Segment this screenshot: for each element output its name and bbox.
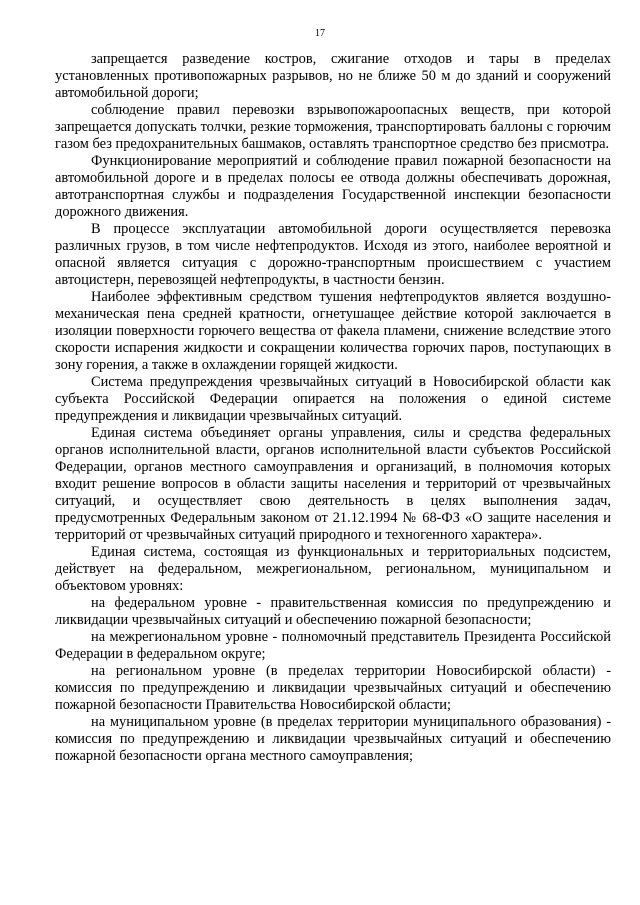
paragraph: на межрегиональном уровне - полномочный представитель Президента Российской Федерации в федеральном округе; — [55, 629, 611, 662]
paragraph: на федеральном уровне - правительственная комиссия по предупреждению и ликвидации чрезвычайных ситуаций и обеспечению пожарной безопасности; — [55, 595, 611, 628]
paragraph: В процессе эксплуатации автомобильной дороги осуществляется перевозка различных грузов, в том числе нефтепродуктов. Исходя из этого, наиболее вероятной и опасной является ситуация с дорожно-транспортным происшествием с участием автоцистерн, перевозящей нефтепродукты, в частности бензин. — [55, 221, 611, 288]
paragraph: запрещается разведение костров, сжигание отходов и тары в пределах установленных противопожарных разрывов, но не ближе 50 м до зданий и сооружений автомобильной дороги; — [55, 51, 611, 101]
document-body — [55, 51, 611, 765]
paragraph: соблюдение правил перевозки взрывопожароопасных веществ, при которой запрещается допускать толчки, резкие торможения, транспортировать баллоны с горючим газом без предохранительных башмаков, оставлять транспортное средство без присмотра. — [55, 102, 611, 152]
paragraph: Единая система объединяет органы управления, силы и средства федеральных органов исполнительной власти, органов исполнительной власти субъектов Российской Федерации, органов местного самоуправления и организаций, в полномочия которых входит решение вопросов в области защиты населения и территорий от чрезвычайных ситуаций, и осуществляет свою деятельность в целях выполнения задач, предусмотренных Федеральным законом от 21.12.1994 № 68-ФЗ «О защите населения и территорий от чрезвычайных ситуаций природного и техногенного характера». — [55, 425, 611, 543]
paragraph: Единая система, состоящая из функциональных и территориальных подсистем, действует на федеральном, межрегиональном, региональном, муниципальном и объектовом уровнях: — [55, 544, 611, 594]
paragraph: на региональном уровне (в пределах территории Новосибирской области) - комиссия по предупреждению и ликвидации чрезвычайных ситуаций и обеспечению пожарной безопасности Правительства Новосибирской области; — [55, 663, 611, 713]
paragraph: Система предупреждения чрезвычайных ситуаций в Новосибирской области как субъекта Российской Федерации опирается на положения о единой системе предупреждения и ликвидации чрезвычайных ситуаций. — [55, 374, 611, 424]
paragraph: Функционирование мероприятий и соблюдение правил пожарной безопасности на автомобильной дороге и в пределах полосы ее отвода должны обеспечивать дорожная, автотранспортная службы и подразделения Государственной инспекции безопасности дорожного движения. — [55, 153, 611, 220]
paragraph: Наиболее эффективным средством тушения нефтепродуктов является воздушно-механическая пена средней кратности, огнетушащее действие которой заключается в изоляции поверхности горючего вещества от факела пламени, снижение вследствие этого скорости испарения жидкости и сокращении количества горючих паров, поступающих в зону горения, а также в охлаждении горящей жидкости. — [55, 289, 611, 373]
paragraph: на муниципальном уровне (в пределах территории муниципального образования) - комиссия по предупреждению и ликвидации чрезвычайных ситуаций и обеспечению пожарной безопасности органа местного самоуправления; — [55, 714, 611, 764]
page-number: 17 — [315, 28, 325, 39]
